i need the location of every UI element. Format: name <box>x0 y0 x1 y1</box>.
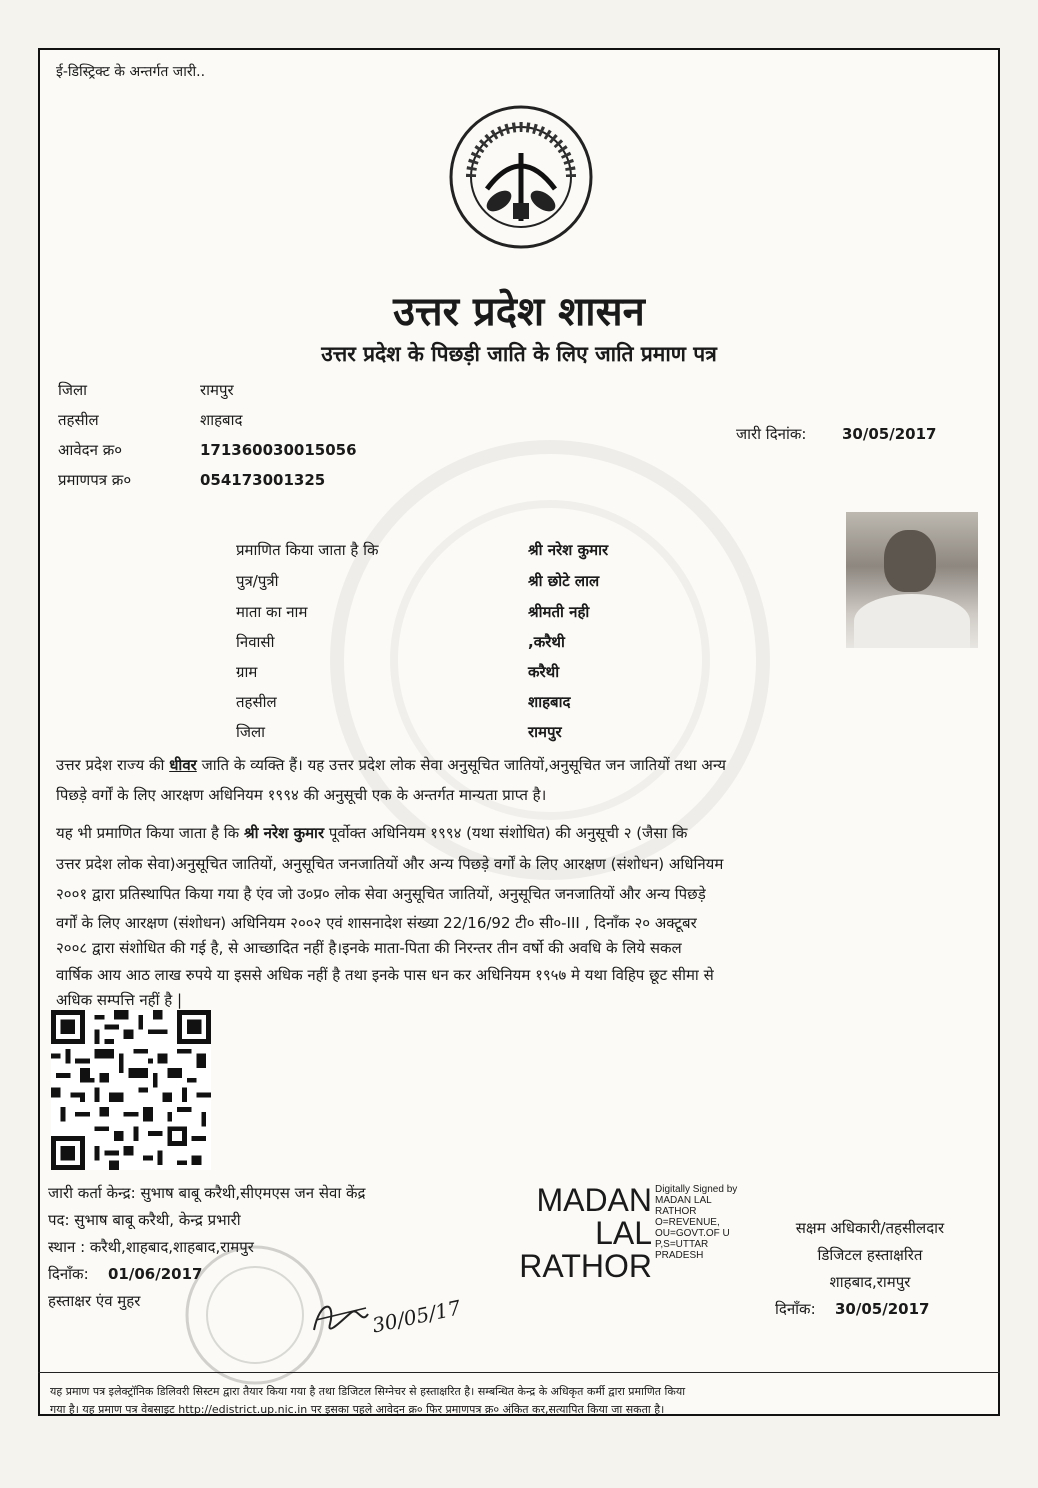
qr-code-icon <box>48 1010 214 1170</box>
paragraph-2-line: २००८ द्वारा संशोधित की गई है, से आच्छादित नहीं है।इनके माता-पिता की निरन्तर तीन वर्षो की अवधि के लिये सकल <box>56 939 682 957</box>
tehsil-label: तहसील <box>58 411 99 429</box>
certificate-label: प्रमाणपत्र क्र० <box>58 471 132 489</box>
footer-line-2: गया है। यह प्रमाण पत्र वेबसाइट http://edistrict.up.nic.in पर इसका पहले आवेदन क्र० फिर प्रमाणपत्र क्र० अंकित कर,सत्यापित किया जा सकता है। <box>50 1403 665 1416</box>
page-subtitle: उत्तर प्रदेश के पिछड़ी जाति के लिए जाति प्रमाण पत्र <box>321 342 717 366</box>
issuer-sign-label: हस्ताक्षर एंव मुहर <box>48 1292 141 1310</box>
paragraph-1-line-2: पिछड़े वर्गों के लिए आरक्षण अधिनियम १९९४ की अनुसूची एक के अन्तर्गत मान्यता प्राप्त है। <box>56 786 547 804</box>
issuer-place: स्थान : करैथी,शाहबाद,शाहबाद,रामपुर <box>48 1238 254 1256</box>
tehsil-value: शाहबाद <box>200 411 243 429</box>
sig-detail-line: P,S=UTTAR <box>655 1239 709 1250</box>
footer-divider <box>38 1372 1000 1373</box>
detail-value: रामपुर <box>528 723 562 741</box>
up-govt-emblem-icon <box>447 103 595 251</box>
signer-name-line: MADAN <box>536 1182 652 1218</box>
digital-signer-name <box>510 1184 652 1283</box>
paragraph-2-line: २००१ द्वारा प्रतिस्थापित किया गया है एंव जो उ०प्र० लोक सेवा अनुसूचित जातियों, अनुसूचित जनजातियों और अन्य पिछड़े <box>56 885 706 903</box>
para-text: जाति के व्यक्ति हैं। यह उत्तर प्रदेश लोक सेवा अनुसूचित जातियों,अनुसूचित जन जातियों तथा अन्य <box>196 756 726 774</box>
digital-signature-details <box>655 1184 737 1261</box>
detail-label: माता का नाम <box>236 603 308 621</box>
issuer-date: 01/06/2017 <box>108 1265 203 1283</box>
signer-name-line: LAL <box>595 1215 652 1251</box>
application-number: 171360030015056 <box>200 441 357 459</box>
detail-label: निवासी <box>236 633 275 651</box>
detail-value: श्रीमती नही <box>528 603 590 621</box>
authority-title: सक्षम अधिकारी/तहसीलदार <box>795 1219 945 1237</box>
sig-detail-line: OU=GOVT.OF U <box>655 1228 730 1239</box>
authority-digital: डिजिटल हस्ताक्षरित <box>817 1246 923 1264</box>
photo-head <box>884 530 936 592</box>
detail-label: जिला <box>236 723 266 741</box>
detail-value: करैथी <box>528 663 560 681</box>
certificate-number: 054173001325 <box>200 471 326 489</box>
detail-label: ग्राम <box>236 663 258 681</box>
applicant-photo <box>846 512 978 648</box>
para-text: यह भी प्रमाणित किया जाता है कि <box>56 824 244 842</box>
detail-label: तहसील <box>236 693 277 711</box>
authority-place: शाहबाद,रामपुर <box>829 1273 911 1291</box>
issuer-center: जारी कर्ता केन्द्र: सुभाष बाबू करैथी,सीएमएस जन सेवा केंद्र <box>48 1184 366 1202</box>
paragraph-2-line: उत्तर प्रदेश लोक सेवा)अनुसूचित जातियों, अनुसूचित जनजातियों और अन्य पिछड़े वर्गों के लिए आरक्षण (संशोधन) अधिनियम <box>56 855 724 873</box>
applicant-name: श्री नरेश कुमार <box>243 824 325 842</box>
paragraph-2-line: वर्गों के लिए आरक्षण (संशोधन) अधिनियम २००२ एवं शासनादेश संख्या 22/16/92 टी० सी०-III , दिनाँक २० अक्टूबर <box>56 914 697 932</box>
detail-value: शाहबाद <box>528 693 571 711</box>
paragraph-2-line: वार्षिक आय आठ लाख रुपये या इससे अधिक नहीं है तथा इनके पास धन कर अधिनियम १९५७ मे यथा विहिप छूट सीमा से <box>56 966 714 984</box>
sig-detail-line: RATHOR <box>655 1206 697 1217</box>
caste-name: धीवर <box>169 756 197 774</box>
handwritten-date: 30/05/17 <box>370 1295 463 1338</box>
footer-line-1: यह प्रमाण पत्र इलेक्ट्रॉनिक डिलिवरी सिस्टम द्वारा तैयार किया गया है तथा डिजिटल सिग्नेचर से हस्ताक्षरित है। सम्बन्धित केन्द्र के अधिकृत कर्मी द्वारा प्रमाणित किया <box>50 1385 686 1398</box>
detail-label: प्रमाणित किया जाता है कि <box>236 541 379 559</box>
signer-name-line: RATHOR <box>519 1248 652 1284</box>
application-label: आवेदन क्र० <box>58 441 123 459</box>
authority-date-label: दिनाँक: <box>775 1300 816 1318</box>
sig-detail-line: O=REVENUE, <box>655 1217 720 1228</box>
issue-date: 30/05/2017 <box>842 425 937 443</box>
district-value: रामपुर <box>200 381 234 399</box>
detail-value: श्री नरेश कुमार <box>528 541 609 559</box>
district-label: जिला <box>58 381 88 399</box>
detail-value: श्री छोटे लाल <box>528 572 600 590</box>
authority-date: 30/05/2017 <box>835 1300 930 1318</box>
paragraph-2-line-1 <box>56 822 687 844</box>
detail-label: पुत्र/पुत्री <box>236 572 279 590</box>
sig-detail-line: MADAN LAL <box>655 1195 712 1206</box>
header-note: ई-डिस्ट्रिक्ट के अन्तर्गत जारी.. <box>56 64 206 80</box>
photo-shoulders <box>854 594 970 648</box>
sig-detail-line: PRADESH <box>655 1250 704 1261</box>
sig-detail-line: Digitally Signed by <box>655 1184 738 1195</box>
detail-value: ,करैथी <box>528 633 565 651</box>
paragraph-1-line-1 <box>56 754 726 776</box>
issue-date-label: जारी दिनांक: <box>736 425 807 443</box>
page-title: उत्तर प्रदेश शासन <box>393 289 645 335</box>
paragraph-2-line: अधिक सम्पत्ति नहीं है | <box>56 991 183 1009</box>
issuer-date-label: दिनाँक: <box>48 1265 89 1283</box>
issuer-post: पद: सुभाष बाबू करैथी, केन्द्र प्रभारी <box>48 1211 241 1229</box>
para-text: उत्तर प्रदेश राज्य की <box>56 756 170 774</box>
para-text: पूर्वोक्त अधिनियम १९९४ (यथा संशोधित) की अनुसूची २ (जैसा कि <box>324 824 688 842</box>
